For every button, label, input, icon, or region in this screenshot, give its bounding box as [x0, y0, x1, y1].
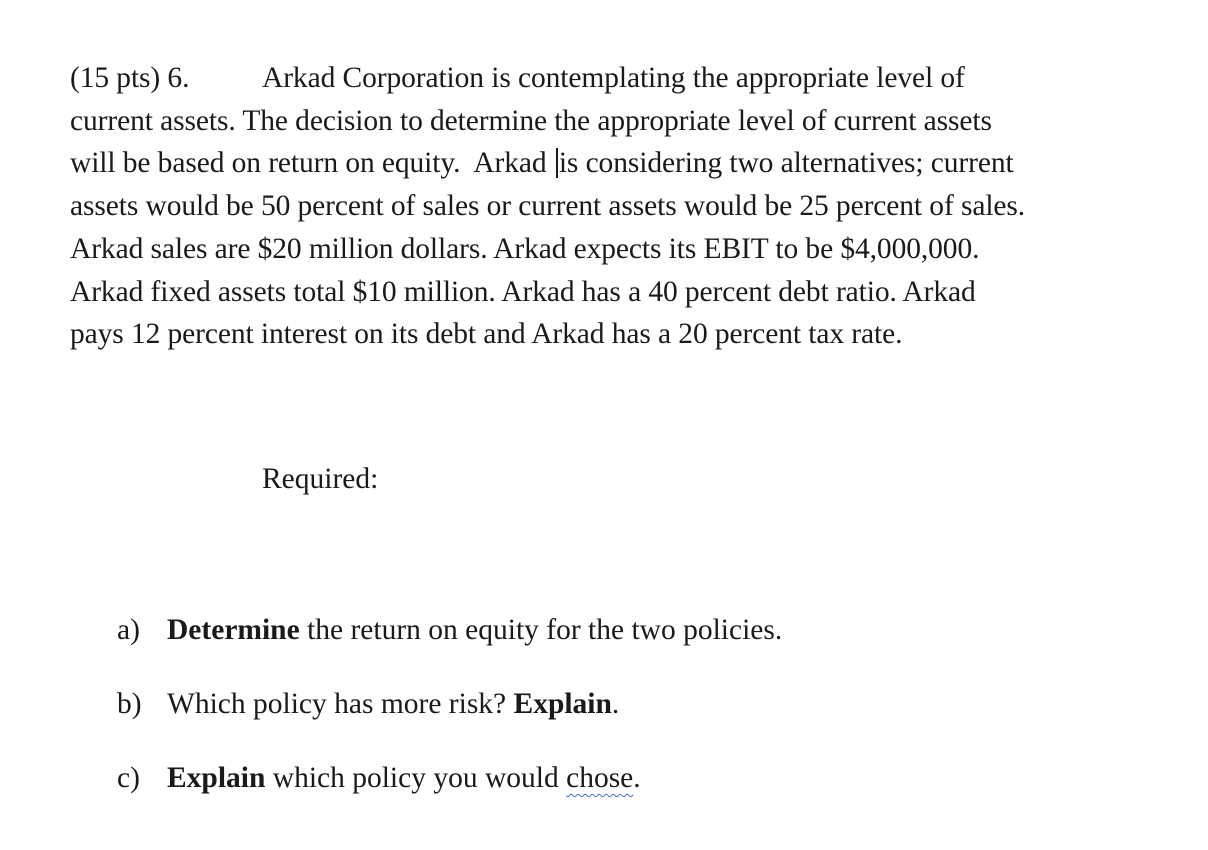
- spellcheck-flagged-word[interactable]: chose: [566, 762, 634, 794]
- problem-line-7: pays 12 percent interest on its debt and Arkad has a 20 percent tax rate.: [70, 318, 903, 351]
- question-b-bold-tail: Explain: [513, 688, 612, 720]
- question-c-bold-lead: Explain: [167, 762, 266, 794]
- question-letter: c): [117, 762, 140, 794]
- problem-line-1: [70, 57, 1150, 100]
- question-a-bold-lead: Determine: [167, 614, 300, 646]
- question-b: [117, 683, 1017, 725]
- question-a-text: the return on equity for the two policies.: [299, 614, 783, 646]
- question-letter: a): [117, 614, 140, 646]
- question-letter: b): [117, 688, 142, 720]
- problem-line-3-after: is considering two alternatives; current: [558, 147, 1014, 180]
- problem-line-2: current assets. The decision to determine the appropriate level of current assets: [70, 104, 992, 137]
- question-c: [117, 757, 1017, 799]
- question-a: [117, 609, 1017, 651]
- question-a-text-wrap: [167, 609, 782, 651]
- questions-list: [117, 609, 1017, 799]
- question-b-text-wrap: [167, 683, 619, 725]
- question-c-text: which policy you would: [265, 762, 567, 794]
- question-b-punct: .: [611, 688, 620, 720]
- problem-line-4: assets would be 50 percent of sales or current assets would be 25 percent of sales.: [70, 190, 1026, 223]
- problem-line-5: Arkad sales are $20 million dollars. Arkad expects its EBIT to be $4,000,000.: [70, 232, 980, 265]
- problem-line-6: Arkad fixed assets total $10 million. Arkad has a 40 percent debt ratio. Arkad: [70, 275, 976, 308]
- points-label: (15 pts) 6.: [70, 62, 190, 94]
- problem-line-1-text: Arkad Corporation is contemplating the appropriate level of: [262, 62, 965, 94]
- required-heading: Required:: [262, 463, 379, 495]
- problem-statement: [70, 57, 1150, 356]
- question-b-text: Which policy has more risk?: [167, 688, 514, 720]
- question-c-punct: .: [633, 762, 641, 794]
- problem-line-3: [70, 142, 1150, 185]
- question-c-text-wrap: [167, 757, 641, 799]
- text-cursor: [556, 148, 558, 178]
- problem-line-3-before: will be based on return on equity. Arkad: [70, 147, 554, 180]
